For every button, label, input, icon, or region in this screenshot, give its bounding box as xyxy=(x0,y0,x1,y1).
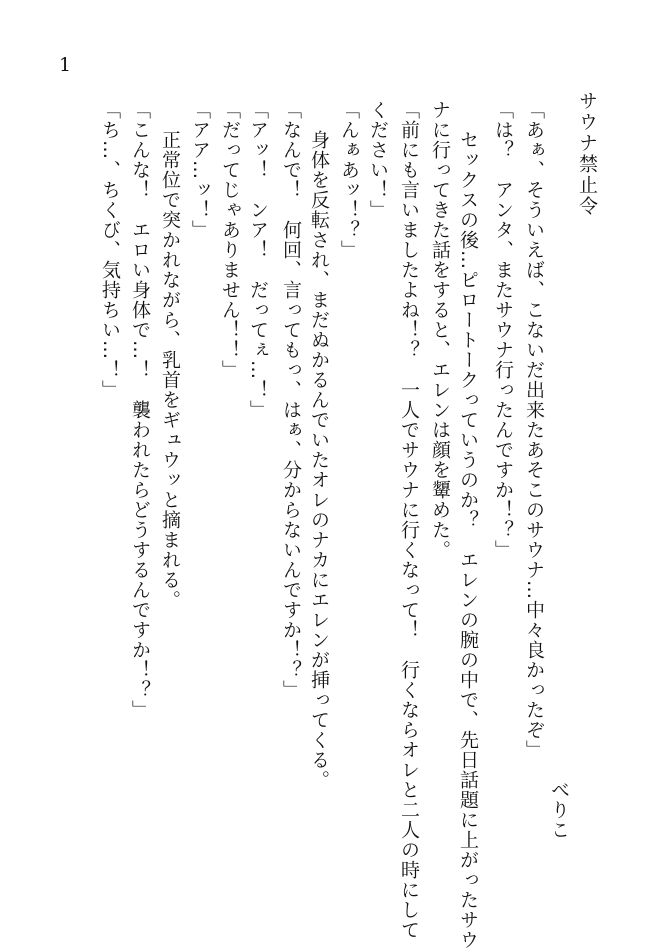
text-line-8: 身体を反転され、まだぬかるんでいたオレのナカにエレンが挿ってくる。 xyxy=(308,130,330,790)
text-line-10: 「アッ！ ンア！ だってぇ…！」 xyxy=(247,100,269,420)
text-line-2: 「は？ アンタ、またサウナ行ったんですか！？」 xyxy=(492,100,514,560)
text-line-12: 「アア…ッ！」 xyxy=(189,100,211,240)
text-line-5: 「前にも言いましたよね！？ 一人でサウナに行くなって！ 行くならオレと二人の時にして xyxy=(398,100,420,940)
page-number: 1 xyxy=(59,54,72,76)
text-line-14: 「こんな！ エロい身体で…！ 襲われたらどうするんですか！？」 xyxy=(129,100,151,720)
author-name: べりこ xyxy=(548,780,570,840)
text-line-15: 「ち…、ちくび、気持ちい…！」 xyxy=(99,100,121,400)
text-line-1: 「あぁ、そういえば、こないだ出来たあそこのサウナ…中々良かったぞ」 xyxy=(523,100,545,760)
text-line-9: 「なんで！ 何回、言ってもっ、はぁ、分からないんですか！？」 xyxy=(280,100,302,700)
text-line-11: 「だってじゃありません！！」 xyxy=(219,100,241,380)
text-line-4: ナに行ってきた話をすると、エレンは顔を顰めた。 xyxy=(429,100,451,560)
text-line-7: 「んぁあッ！？」 xyxy=(338,100,360,260)
text-line-6: ください！」 xyxy=(367,100,389,220)
text-line-3: セックスの後…ピロートークっていうのか？ エレンの腕の中で、先日話題に上がったサウ xyxy=(457,130,479,950)
text-line-13: 正常位で突かれながら、乳首をギュウッと摘まれる。 xyxy=(159,130,181,610)
page-title: サウナ禁止令 xyxy=(576,91,598,217)
